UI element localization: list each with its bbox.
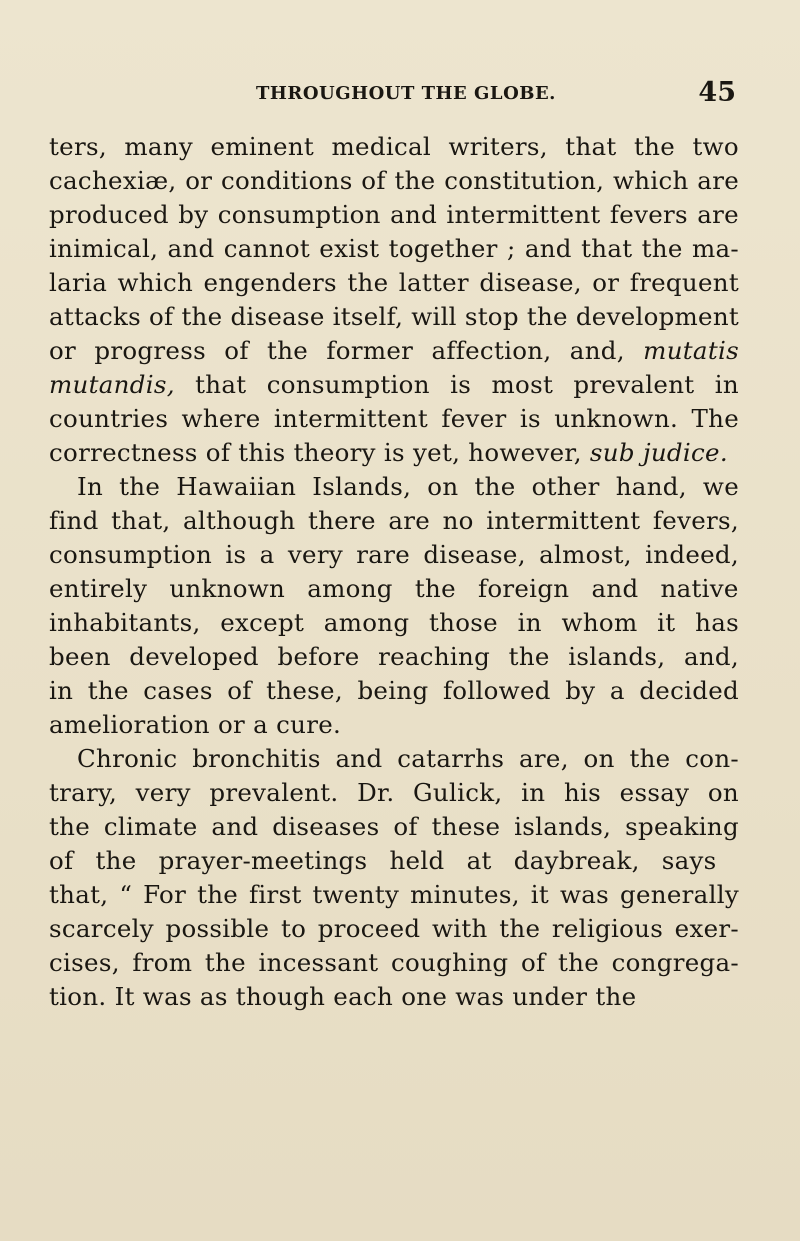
text-line-1 (49, 130, 739, 164)
text-line-17 (49, 674, 739, 708)
line-text: of the prayer-meetings held at daybreak, says (49, 846, 717, 875)
text-line-7 (49, 334, 739, 368)
line-text: cachexiæ, or conditions of the constitution, which are (49, 166, 739, 195)
text-line-4 (49, 232, 739, 266)
line-text: ters, many eminent medical writers, that the two (49, 132, 739, 161)
line-text: produced by consumption and intermittent fevers are (49, 200, 739, 229)
italic-phrase: sub judice. (589, 438, 728, 467)
line-text: cises, from the incessant coughing of the congrega- (49, 948, 739, 977)
text-line-24 (49, 912, 739, 946)
line-text: find that, although there are no intermittent fevers, (49, 506, 739, 535)
text-line-8 (49, 368, 739, 402)
running-head (256, 77, 736, 112)
running-title: THROUGHOUT THE GLOBE. (256, 83, 556, 104)
line-text: scarcely possible to proceed with the religious exer- (49, 914, 739, 943)
line-text: been developed before reaching the islands, and, (49, 642, 739, 671)
line-text: inhabitants, except among those in whom it has (49, 608, 739, 637)
text-line-21 (49, 810, 739, 844)
text-line-23 (49, 878, 739, 912)
italic-phrase: mutandis, (49, 370, 175, 399)
text-line-9 (49, 402, 739, 436)
text-line-18 (49, 708, 341, 742)
text-line-16 (49, 640, 739, 674)
text-line-15 (49, 606, 739, 640)
line-text: countries where intermittent fever is unknown. The (49, 404, 739, 433)
text-line-10 (49, 436, 728, 470)
line-text: Chronic bronchitis and catarrhs are, on the con- (77, 744, 739, 773)
text-line-5 (49, 266, 739, 300)
line-text: In the Hawaiian Islands, on the other hand, we (77, 472, 739, 501)
italic-phrase: mutatis (643, 336, 739, 365)
text-line-12 (49, 504, 739, 538)
line-text: tion. It was as though each one was under the (49, 982, 637, 1011)
text-line-22 (49, 844, 717, 878)
line-text: in the cases of these, being followed by a decided (49, 676, 739, 705)
text-line-14 (49, 572, 739, 606)
line-text: consumption is a very rare disease, almost, indeed, (49, 540, 739, 569)
line-text: entirely unknown among the foreign and native (49, 574, 739, 603)
line-text: that consumption is most prevalent in (174, 370, 739, 399)
text-line-6 (49, 300, 739, 334)
page-number: 45 (698, 77, 736, 108)
line-text: attacks of the disease itself, will stop the development (49, 302, 739, 331)
line-text: inimical, and cannot exist together ; and that the ma- (49, 234, 739, 263)
line-text: the climate and diseases of these islands, speaking (49, 812, 739, 841)
line-text: or progress of the former affection, and, (49, 336, 644, 365)
text-line-13 (49, 538, 739, 572)
text-line-19 (77, 742, 739, 776)
line-text: laria which engenders the latter disease, or frequent (49, 268, 739, 297)
text-line-11 (77, 470, 739, 504)
text-line-26 (49, 980, 636, 1014)
line-text: correctness of this theory is yet, however, (49, 438, 590, 467)
line-text: that, “ For the first twenty minutes, it was generally (49, 880, 739, 909)
text-line-25 (49, 946, 739, 980)
text-line-2 (49, 164, 739, 198)
line-text: trary, very prevalent. Dr. Gulick, in his essay on (49, 778, 739, 807)
text-line-20 (49, 776, 739, 810)
text-line-3 (49, 198, 739, 232)
line-text: amelioration or a cure. (49, 710, 342, 739)
